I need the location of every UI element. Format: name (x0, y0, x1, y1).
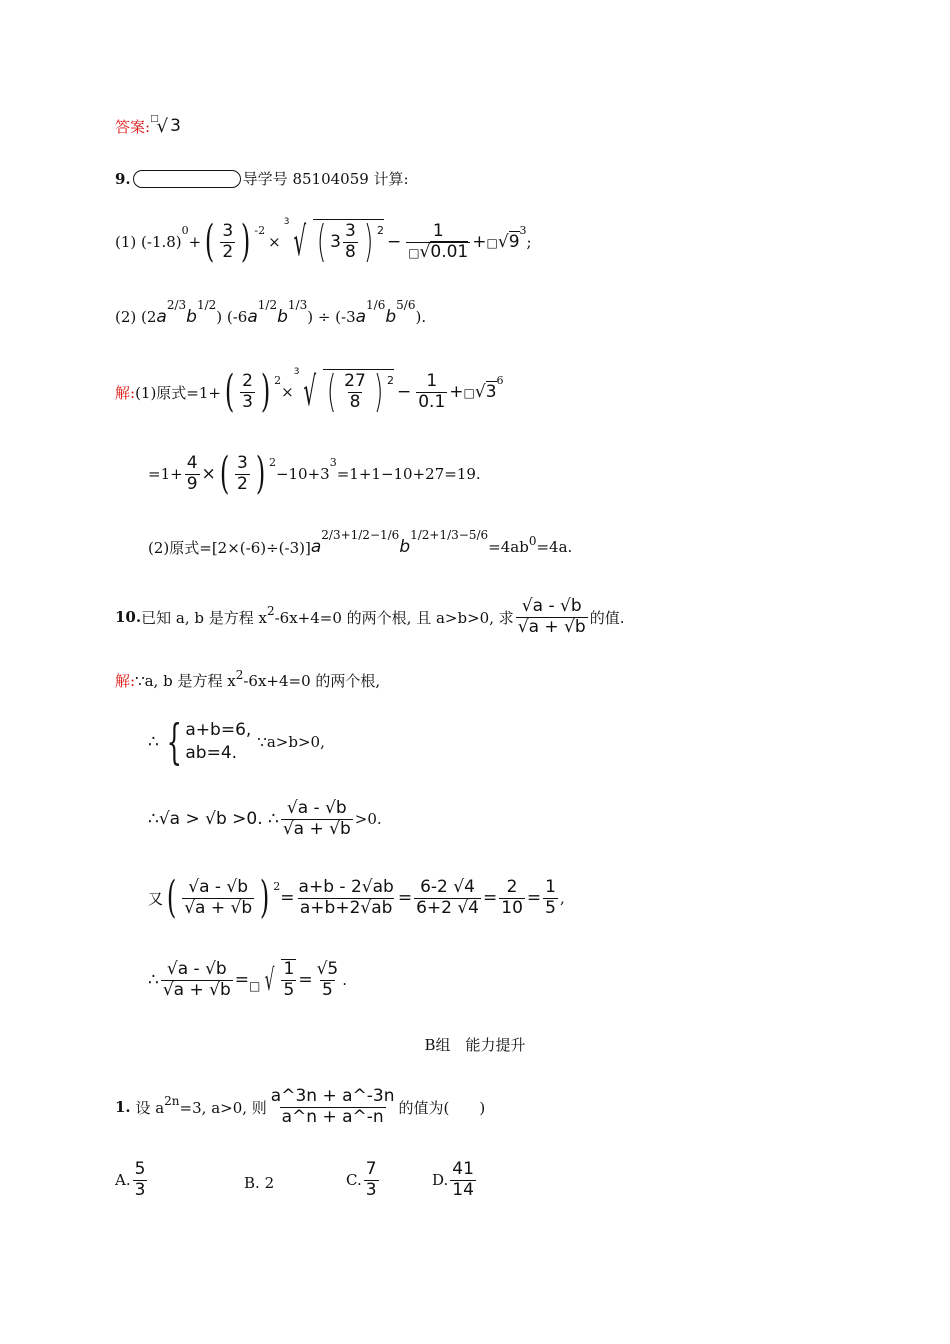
option-label: C. (346, 1171, 362, 1190)
times: × (281, 383, 294, 401)
plus: + (472, 232, 487, 252)
exponent: 2/3+1/2−1/6 (321, 528, 400, 542)
therefore: ∴ (148, 809, 159, 829)
sol10-line3 (148, 794, 382, 844)
right-paren: ) (241, 216, 251, 267)
option-c[interactable] (346, 1160, 381, 1200)
radical: □√3 (463, 382, 497, 402)
option-a[interactable] (115, 1160, 149, 1200)
exponent: 5/6 (396, 298, 416, 312)
numerator: 3 (222, 220, 234, 241)
root-index: 3 (283, 217, 290, 227)
text: =4a. (536, 538, 573, 556)
numerator: 2 (506, 876, 518, 897)
denominator: 3 (365, 1179, 377, 1200)
solution-label: 解: (115, 672, 136, 690)
denominator: 14 (452, 1179, 474, 1200)
numerator: 5 (134, 1159, 146, 1179)
root-index: 3 (293, 367, 300, 377)
text: (1)原式=1+ (135, 383, 221, 402)
option-b[interactable] (244, 1174, 274, 1192)
sol9-line2 (148, 446, 481, 502)
left-paren: ( (219, 448, 230, 499)
exponent: 2 (274, 373, 282, 387)
fraction (543, 878, 558, 918)
semicolon: ; (526, 233, 532, 251)
exponent: 2 (266, 604, 275, 618)
exponent: 1/2 (257, 298, 278, 312)
q10-number: 10. (115, 608, 142, 626)
numerator: a+b - 2√ab (298, 876, 394, 897)
times: × (201, 464, 216, 484)
numerator: 1 (283, 959, 295, 980)
option-label: B. (244, 1174, 260, 1192)
denominator: a+b+2√ab (299, 897, 393, 918)
right-paren: ) (260, 366, 271, 417)
radical: □√9 (486, 232, 520, 252)
denominator: a^n + a^-n (281, 1106, 384, 1127)
option-d[interactable] (432, 1160, 478, 1200)
exponent: 2 (386, 373, 394, 387)
guide-badge (133, 170, 241, 188)
denominator: □√0.01 (408, 241, 469, 262)
part2-start: (2) (2 (115, 308, 157, 326)
var-b: b (186, 307, 197, 327)
sol9-line3 (148, 530, 572, 564)
text: =1+ (148, 465, 183, 483)
text: , (559, 889, 565, 907)
text: 设 a (135, 1098, 165, 1117)
fraction (240, 372, 255, 412)
part-label: (1) (115, 233, 137, 251)
denominator: 8 (349, 391, 361, 412)
fraction (182, 878, 254, 918)
fraction (364, 1160, 379, 1200)
denominator: 6+2 √4 (416, 897, 479, 918)
right-paren: ) (363, 216, 374, 267)
option-label: D. (432, 1171, 449, 1190)
left-brace: { (166, 714, 182, 770)
radicand: 0.01 (430, 241, 469, 262)
solution-label: 解: (115, 383, 136, 402)
fraction (499, 878, 525, 918)
text: =3, a>0, 则 (179, 1098, 267, 1117)
denominator: 0.1 (418, 391, 446, 412)
sol10-line2 (148, 714, 325, 770)
fraction (269, 1087, 397, 1127)
var-b: b (385, 307, 397, 327)
var-a: a (355, 307, 367, 327)
numerator: √a - √b (521, 595, 582, 616)
equation-system (185, 719, 251, 765)
answer-radical: □ √ 3 (150, 114, 181, 137)
left-paren: ( (205, 216, 215, 267)
exponent: 3 (519, 223, 527, 237)
fraction (343, 222, 358, 262)
numerator: 1 (545, 876, 556, 897)
answer-value: 3 (170, 116, 181, 136)
option-value: 2 (264, 1174, 275, 1192)
answer-line (115, 116, 183, 137)
q9-number: 9. (115, 169, 131, 188)
text: ∵a>b>0, (257, 733, 325, 751)
fraction (185, 454, 200, 494)
fraction (315, 960, 341, 1000)
denominator: 10 (501, 897, 523, 918)
right-paren: ) (373, 366, 384, 417)
exponent: -2 (254, 223, 266, 237)
exponent: 2/3 (166, 298, 187, 312)
fraction (133, 1160, 148, 1200)
denominator: 3 (242, 391, 253, 412)
q9-part1 (115, 214, 532, 270)
text: =1+1−10+27=19. (336, 465, 481, 483)
exponent: 2n (164, 1094, 180, 1108)
mixed-whole: 3 (330, 232, 341, 252)
var-a: a (156, 307, 167, 327)
text: √a > √b >0. ∴ (158, 809, 279, 829)
text: −10+3 (275, 465, 330, 483)
denominator: 5 (283, 980, 295, 1000)
fraction (414, 878, 481, 918)
fraction (281, 959, 296, 1000)
denominator: √a + √b (517, 616, 586, 637)
root-index: □ (150, 114, 159, 124)
exponent: 2 (268, 455, 276, 469)
fraction (406, 222, 470, 262)
q9-part2 (115, 300, 426, 334)
part2-div: ) ÷ (-3 (307, 308, 356, 326)
equation: ab=4. (185, 743, 238, 763)
numerator: 4 (186, 452, 198, 473)
left-paren: ( (166, 872, 177, 923)
numerator: 41 (452, 1159, 474, 1179)
exponent: 1/2 (196, 298, 217, 312)
denominator: 5 (545, 897, 556, 918)
option-label: A. (115, 1171, 131, 1190)
q10 (115, 592, 624, 642)
sol10-line4: 又 ( $\frac{√a - √b}{√a + √b}$ ) 2 = $\frac{a+b - 2√ab}{a+b+2√ab}$ = $\frac{6-2 √4}{6+2 √4}$ = $\frac{2}{10}$ = $\frac{1}{5}$ , (148, 872, 565, 923)
numerator: 3 (236, 452, 248, 473)
term: (-1.8) (141, 233, 182, 251)
times: × (268, 233, 281, 251)
text: 的值. (589, 608, 625, 627)
numerator: 1 (432, 220, 444, 241)
q9-guide: 导学号 85104059 计算: (242, 170, 409, 188)
section-title: B组 能力提升 (424, 1036, 526, 1054)
text: 又 (148, 889, 164, 908)
var-b: b (277, 307, 288, 327)
denominator: 2 (236, 473, 248, 494)
text: (2)原式=[2×(-6)÷(-3)] (148, 538, 311, 557)
right-paren: ) (259, 872, 270, 923)
denominator: 3 (134, 1179, 146, 1200)
denominator: 5 (321, 979, 333, 1000)
fraction (342, 372, 368, 412)
cube-root: 3 √ ( $\frac{27}{8}$ ) 2 (293, 366, 394, 417)
var-b: b (399, 537, 411, 557)
part2-end: ). (415, 308, 427, 326)
numerator: 7 (365, 1159, 377, 1179)
text: 已知 a, b 是方程 x (141, 608, 267, 627)
exponent: 2 (376, 223, 384, 237)
numerator: √a - √b (286, 797, 347, 818)
fraction (516, 597, 588, 637)
exponent: 2 (235, 667, 244, 682)
sol10-line1 (115, 667, 381, 691)
exponent: 1/3 (287, 298, 308, 312)
numerator: √a - √b (166, 958, 227, 979)
denominator: √a + √b (184, 897, 253, 918)
numerator: √a - √b (188, 876, 249, 897)
fraction (161, 960, 233, 1000)
q1-number: 1. (115, 1098, 131, 1116)
numerator: a^3n + a^-3n (270, 1085, 395, 1106)
fraction (450, 1160, 476, 1200)
left-paren: ( (224, 366, 235, 417)
denominator: 2 (222, 241, 234, 262)
text: -6x+4=0 的两个根, (243, 672, 381, 690)
denominator: √a + √b (282, 818, 351, 839)
fraction (281, 799, 353, 839)
sol9-line1 (115, 364, 504, 420)
text: >0. (354, 810, 382, 828)
exponent: 2 (273, 879, 281, 893)
left-paren: ( (316, 216, 327, 267)
denominator: 9 (186, 473, 198, 494)
numerator: 27 (344, 370, 366, 391)
exponent: 6 (496, 373, 504, 387)
exponent: 1/6 (366, 298, 386, 312)
text: ∵a, b 是方程 x (135, 672, 236, 690)
numerator: 1 (426, 370, 438, 391)
text: . (342, 971, 347, 989)
right-paren: ) (255, 448, 266, 499)
exponent: 0 (181, 223, 189, 237)
minus: − (396, 382, 412, 402)
numerator: 2 (242, 370, 253, 391)
exponent: 3 (329, 455, 337, 469)
q9-header (115, 168, 409, 189)
var-a: a (247, 307, 258, 327)
numerator: √5 (316, 958, 339, 979)
exponent: 1/2+1/3−5/6 (410, 528, 489, 542)
fraction (220, 222, 235, 262)
minus: − (386, 232, 402, 252)
radicand: 9 (508, 232, 520, 252)
q1 (115, 1082, 485, 1132)
therefore: ∴ (148, 970, 159, 990)
sol10-line5: ∴ $\frac{√a - √b}{√a + √b}$ = □ √ $\frac{1}{5}$ = $\frac{√5}{5}$ . (148, 958, 347, 1000)
var-a: a (310, 537, 322, 557)
text: 的值为( ) (398, 1098, 486, 1117)
numerator: 3 (344, 220, 356, 241)
radical: □ √ (249, 962, 275, 998)
radicand: 3 (485, 382, 497, 402)
exponent: 0 (528, 534, 537, 548)
denominator: 8 (344, 241, 356, 262)
text: =4ab (488, 538, 529, 556)
cube-root: 3 √ ( 3 $\frac{3}{8}$ ) 2 (283, 216, 384, 267)
numerator: 6-2 √4 (420, 876, 475, 897)
fraction (235, 454, 250, 494)
plus: + (449, 382, 464, 402)
left-paren: ( (326, 366, 337, 417)
plus: + (188, 233, 202, 251)
therefore: ∴ (148, 732, 159, 752)
equation: a+b=6, (185, 720, 252, 741)
denominator: √a + √b (162, 979, 231, 1000)
answer-label: 答案: (115, 118, 151, 136)
part2-mid: ) (-6 (216, 308, 248, 326)
fraction (416, 372, 447, 412)
fraction (297, 878, 396, 918)
text: -6x+4=0 的两个根, 且 a>b>0, 求 (274, 608, 514, 627)
